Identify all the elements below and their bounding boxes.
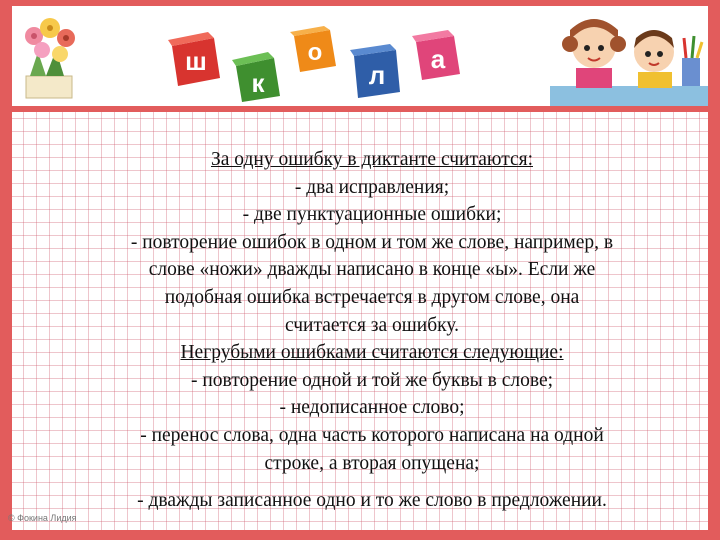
text-line: - повторение ошибок в одном и том же слове, например, в [130, 231, 614, 253]
text-line: - повторение одной и той же буквы в слове; [190, 369, 554, 391]
text-line: слове «ножи» дважды написано в конце «ы». Если же [148, 259, 596, 281]
heading-errors-count: За одну ошибку в диктанте считаются: [210, 149, 533, 170]
text-line: - две пунктуационные ошибки; [242, 204, 502, 226]
text-line: - два исправления; [294, 176, 450, 198]
cube-letter-3: о [307, 39, 323, 66]
cube-letter-2: к [251, 68, 265, 98]
text-line: - дважды записанное одно и то же слово в предложении. [137, 490, 607, 512]
text-line: строке, а вторая опущена; [264, 452, 480, 474]
grid-paper-area [12, 112, 708, 530]
text-line: - перенос слова, одна часть которого написана на одной [140, 424, 604, 446]
letter-cube-icon [350, 44, 400, 98]
letter-cube-icon [412, 30, 460, 80]
flowers-bouquet-icon [16, 12, 82, 102]
author-credit: © Фокина Лидия [8, 513, 77, 523]
text-line: считается за ошибку. [284, 314, 460, 336]
cube-letter-1: ш [185, 46, 207, 76]
text-line: - недописанное слово; [279, 397, 465, 419]
letter-cube-icon [290, 26, 336, 72]
header-banner [12, 6, 708, 106]
school-word-cubes [162, 26, 492, 104]
cube-letter-4: л [368, 60, 386, 90]
letter-cube-icon [168, 32, 220, 86]
cube-letter-5: а [430, 44, 446, 74]
rules-text [52, 146, 692, 515]
school-kids-icon [550, 8, 708, 106]
text-line: подобная ошибка встречается в другом слове, она [164, 286, 580, 308]
letter-cube-icon [232, 52, 280, 102]
heading-minor-errors: Негрубыми ошибками считаются следующие: [180, 342, 564, 364]
